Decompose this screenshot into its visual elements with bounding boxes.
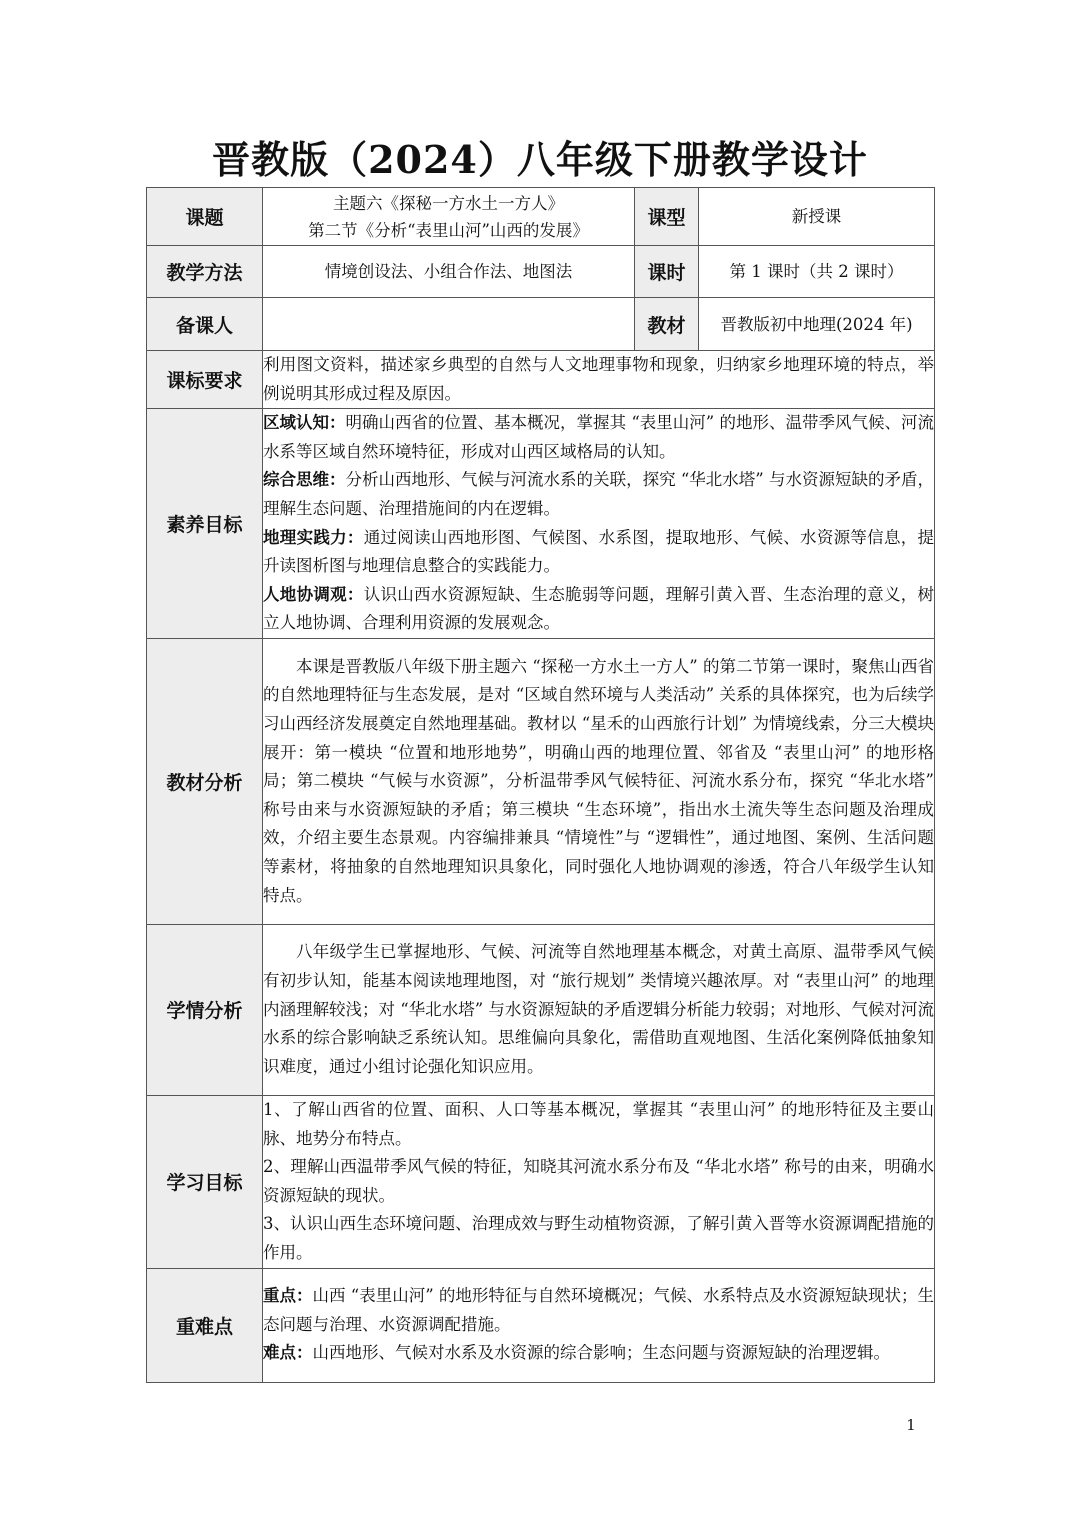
row-preparer bbox=[147, 298, 935, 351]
student-analysis-text: 八年级学生已掌握地形、气候、河流等自然地理基本概念，对黄土高原、温带季风气候有初步认知，能基本阅读地理地图，对 “旅行规划” 类情境兴趣浓厚。对 “表里山河” 的地理内涵理解较浅；对 “华北水塔” 与水资源短缺的矛盾逻辑分析能力较弱；对地形、气候对河流水系的综合影响缺乏系统认知。思维偏向具象化，需借助直观地图、生活化案例降低抽象知识难度，通过小组讨论强化知识应用。 bbox=[263, 942, 934, 1076]
literacy-item-head: 地理实践力： bbox=[263, 527, 364, 547]
preparer-value bbox=[263, 298, 635, 351]
key-point-text: 山西 “表里山河” 的地形特征与自然环境概况；气候、水系特点及水资源短缺现状；生态问题与治理、水资源调配措施。 bbox=[263, 1286, 934, 1334]
literacy-item bbox=[263, 409, 934, 466]
material-analysis-content bbox=[263, 638, 935, 924]
label-lesson-type: 课型 bbox=[635, 188, 699, 246]
objective-item: 3、认识山西生态环境问题、治理成效与野生动植物资源，了解引黄入晋等水资源调配措施的作用。 bbox=[263, 1214, 934, 1262]
literacy-item-text: 分析山西地形、气候与河流水系的关联，探究 “华北水塔” 与水资源短缺的矛盾，理解生态问题、治理措施间的内在逻辑。 bbox=[263, 470, 934, 518]
literacy-item-text: 明确山西省的位置、基本概况，掌握其 “表里山河” 的地形、温带季风气候、河流水系等区域自然环境特征，形成对山西区域格局的认知。 bbox=[263, 413, 934, 461]
label-material-analysis: 教材分析 bbox=[147, 638, 263, 924]
material-analysis-text: 本课是晋教版八年级下册主题六 “探秘一方水土一方人” 的第二节第一课时，聚焦山西省的自然地理特征与生态发展，是对 “区域自然环境与人类活动” 关系的具体探究，也为后续学习山西经济发展奠定自然地理基础。教材以 “星禾的山西旅行计划” 为情境线索，分三大模块展开：第一模块 “位置和地形地势”，明确山西的地理位置、邻省及 “表里山河” 的地形格局；第二模块 “气候与水资源”，分析温带季风气候特征、河流水系分布，探究 “华北水塔” 称号由来与水资源短缺的矛盾；第三模块 “生态环境”，指出水土流失等生态问题及治理成效，介绍主要生态景观。内容编排兼具 “情境性”与 “逻辑性”，通过地图、案例、生活问题等素材，将抽象的自然地理知识具象化，同时强化人地协调观的渗透，符合八年级学生认知特点。 bbox=[263, 656, 934, 905]
page-number: 1 bbox=[906, 1416, 916, 1434]
key-point-head: 重点： bbox=[263, 1286, 313, 1306]
label-textbook: 教材 bbox=[635, 298, 699, 351]
textbook-value: 晋教版初中地理(2024 年) bbox=[699, 298, 935, 351]
label-key-points: 重难点 bbox=[147, 1268, 263, 1382]
lesson-type-value: 新授课 bbox=[699, 188, 935, 246]
class-period-value: 第 1 课时（共 2 课时） bbox=[699, 246, 935, 298]
difficult-point bbox=[263, 1339, 934, 1368]
literacy-item bbox=[263, 466, 934, 523]
label-preparer: 备课人 bbox=[147, 298, 263, 351]
literacy-item-text: 通过阅读山西地形图、气候图、水系图，提取地形、气候、水资源等信息，提升读图析图与地理信息整合的实践能力。 bbox=[263, 527, 935, 576]
row-material-analysis bbox=[147, 638, 935, 924]
row-key-points bbox=[147, 1268, 935, 1382]
key-point bbox=[263, 1282, 934, 1339]
row-standard bbox=[147, 351, 935, 409]
literacy-item-head: 区域认知： bbox=[263, 413, 346, 433]
key-points-content bbox=[263, 1268, 935, 1382]
learning-objectives-content bbox=[263, 1095, 935, 1268]
objective-item: 1、了解山西省的位置、面积、人口等基本概况，掌握其 “表里山河” 的地形特征及主要山脉、地势分布特点。 bbox=[263, 1099, 934, 1148]
lesson-plan-table bbox=[146, 187, 935, 1383]
row-learning-objectives bbox=[147, 1095, 935, 1268]
difficult-point-text: 山西地形、气候对水系及水资源的综合影响；生态问题与资源短缺的治理逻辑。 bbox=[312, 1343, 890, 1363]
label-topic: 课题 bbox=[147, 188, 263, 246]
literacy-item-text: 认识山西水资源短缺、生态脆弱等问题，理解引黄入晋、生态治理的意义，树立人地协调、合理利用资源的发展观念。 bbox=[263, 584, 935, 633]
label-class-period: 课时 bbox=[635, 246, 699, 298]
teaching-method-value: 情境创设法、小组合作法、地图法 bbox=[263, 246, 635, 298]
label-student-analysis: 学情分析 bbox=[147, 924, 263, 1095]
label-learning-objectives: 学习目标 bbox=[147, 1095, 263, 1268]
row-topic bbox=[147, 188, 935, 246]
label-teaching-method: 教学方法 bbox=[147, 246, 263, 298]
student-analysis-content bbox=[263, 924, 935, 1095]
objective-item: 2、理解山西温带季风气候的特征，知晓其河流水系分布及 “华北水塔” 称号的由来，明确水资源短缺的现状。 bbox=[263, 1157, 934, 1205]
page-title: 晋教版（2024）八年级下册教学设计 bbox=[212, 137, 868, 182]
label-literacy-goals: 素养目标 bbox=[147, 409, 263, 639]
row-method bbox=[147, 246, 935, 298]
literacy-item-head: 综合思维： bbox=[263, 470, 346, 490]
topic-value bbox=[263, 188, 635, 246]
literacy-item bbox=[263, 581, 934, 638]
difficult-point-head: 难点： bbox=[263, 1343, 313, 1363]
curriculum-standard-text: 利用图文资料，描述家乡典型的自然与人文地理事物和现象，归纳家乡地理环境的特点，举例说明其形成过程及原因。 bbox=[263, 351, 935, 409]
topic-line-1: 主题六《探秘一方水土一方人》 bbox=[333, 193, 564, 213]
row-literacy bbox=[147, 409, 935, 639]
literacy-item bbox=[263, 524, 934, 581]
literacy-item-head: 人地协调观： bbox=[263, 584, 364, 604]
topic-line-2: 第二节《分析“表里山河”山西的发展》 bbox=[308, 220, 589, 240]
literacy-goals-content bbox=[263, 409, 935, 639]
label-curriculum-standard: 课标要求 bbox=[147, 351, 263, 409]
row-student-analysis bbox=[147, 924, 935, 1095]
